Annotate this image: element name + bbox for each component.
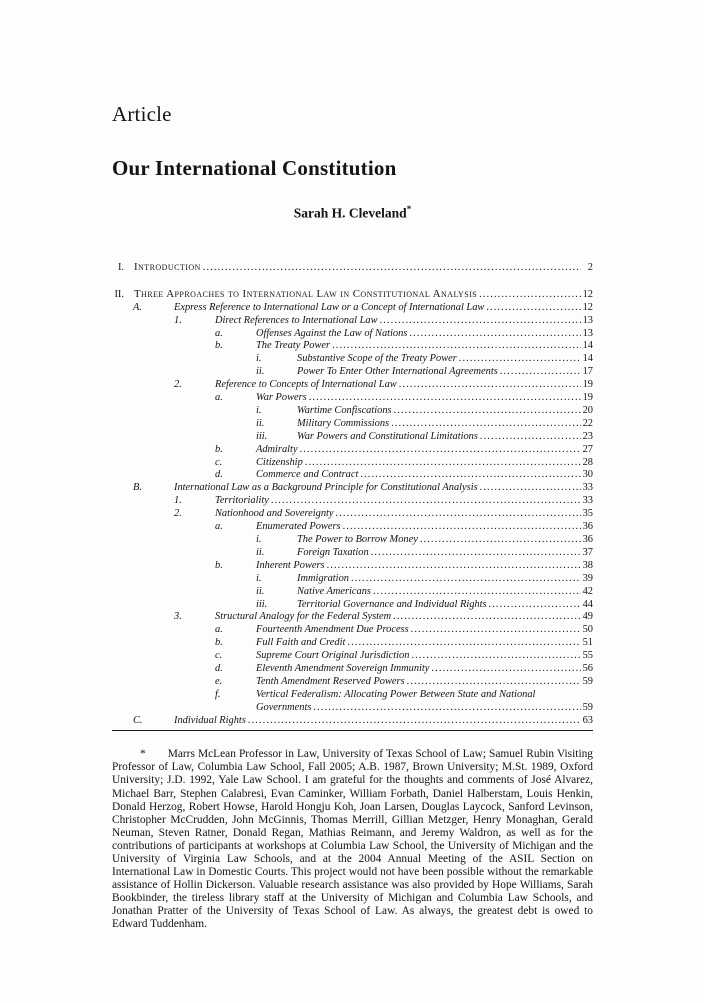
toc-leader-dots	[393, 611, 580, 624]
toc-entry	[112, 353, 593, 366]
toc-entry	[112, 405, 593, 418]
toc-leader-dots	[360, 469, 580, 482]
toc-page-number: 38	[582, 559, 593, 571]
toc-leader-dots	[351, 573, 581, 586]
toc-entry-title: Substantive Scope of the Treaty Power	[297, 353, 457, 365]
toc-entry-title: Full Faith and Credit	[256, 637, 346, 649]
toc-entry-title: The Power to Borrow Money	[297, 534, 418, 546]
toc-leader-dots	[271, 495, 581, 508]
toc-leader-dots	[300, 444, 581, 457]
toc-page-number: 22	[582, 417, 593, 429]
toc-page-number: 49	[582, 611, 593, 623]
toc-entry-title: The Treaty Power	[256, 340, 331, 352]
toc-entry	[112, 457, 593, 470]
toc-page-number: 14	[582, 353, 593, 365]
toc-entry-title: Express Reference to International Law or a Concept of International Law	[174, 301, 485, 313]
toc-entry	[112, 534, 593, 547]
author-footnote	[112, 748, 593, 931]
toc-page-number: 23	[582, 430, 593, 442]
footnote-marker: *	[140, 748, 146, 761]
toc-leader-dots	[411, 650, 580, 663]
toc-entry-label: ii.	[256, 546, 265, 558]
toc-entry	[112, 560, 593, 573]
toc-page-number: 39	[582, 572, 593, 584]
toc-entry-label: e.	[215, 675, 223, 687]
toc-entry-title: Direct References to International Law	[215, 314, 378, 326]
toc-entry-title: Three Approaches to International Law in Constitutional Analysis	[134, 287, 478, 300]
toc-leader-dots	[479, 289, 580, 302]
toc-entry-label: a.	[215, 327, 223, 339]
toc-entry-title: Eleventh Amendment Sovereign Immunity	[256, 663, 430, 675]
toc-entry	[112, 392, 593, 405]
toc-page-number: 28	[582, 456, 593, 468]
author-footnote-marker: *	[406, 204, 412, 214]
toc-entry-label: ii.	[256, 417, 265, 429]
author-byline	[112, 204, 593, 222]
toc-entry-label: iii.	[256, 430, 268, 442]
toc-entry-label: b.	[215, 559, 223, 571]
toc-entry-title: Territoriality	[215, 495, 269, 507]
toc-entry-title: Wartime Confiscations	[297, 404, 392, 416]
article-title: Our International Constitution	[112, 156, 397, 180]
toc-page-number: 50	[582, 624, 593, 636]
toc-entry-title: Commerce and Contract	[256, 469, 359, 481]
author-name: Sarah H. Cleveland	[293, 205, 407, 221]
toc-entry	[112, 288, 593, 302]
toc-page-number: 12	[582, 301, 593, 313]
toc-entry-title: Foreign Taxation	[297, 546, 369, 558]
toc-entry	[112, 495, 593, 508]
toc-entry-title: Native Americans	[297, 585, 371, 597]
toc-entry	[112, 715, 593, 728]
toc-entry-label: iii.	[256, 598, 268, 610]
toc-entry-title: Territorial Governance and Individual Rights	[297, 598, 487, 610]
toc-entry	[112, 328, 593, 341]
toc-entry-title: Structural Analogy for the Federal System	[215, 611, 392, 623]
toc-entry-label: ii.	[256, 585, 265, 597]
toc-entry-label: a.	[215, 392, 223, 404]
toc-entry-label: d.	[215, 469, 223, 481]
toc-page-number: 36	[582, 521, 593, 533]
table-of-contents	[112, 261, 593, 728]
toc-leader-dots	[399, 379, 581, 392]
toc-leader-dots	[420, 534, 581, 547]
toc-page-number: 35	[582, 508, 593, 520]
toc-leader-dots	[489, 599, 581, 612]
toc-entry-title: Fourteenth Amendment Due Process	[256, 624, 409, 636]
toc-entry-title: Reference to Concepts of International Law	[215, 379, 397, 391]
toc-page-number: 30	[582, 469, 593, 481]
toc-entry	[112, 689, 593, 702]
toc-leader-dots	[327, 560, 581, 573]
toc-entry	[112, 444, 593, 457]
toc-entry-title: Tenth Amendment Reserved Powers	[256, 675, 405, 687]
toc-entry	[112, 547, 593, 560]
toc-entry-label: b.	[215, 637, 223, 649]
toc-leader-dots	[394, 405, 581, 418]
toc-entry-title: War Powers	[256, 392, 307, 404]
toc-page-number: 14	[582, 340, 593, 352]
toc-page-number: 19	[582, 379, 593, 391]
toc-entry	[112, 261, 593, 275]
toc-entry	[112, 431, 593, 444]
toc-leader-dots	[407, 676, 581, 689]
toc-entry-title: Power To Enter Other International Agreements	[297, 366, 498, 378]
toc-page-number: 13	[582, 314, 593, 326]
toc-entry-title: Offenses Against the Law of Nations	[256, 327, 408, 339]
toc-entry-label: A.	[133, 301, 142, 313]
toc-leader-dots	[459, 353, 581, 366]
toc-page-number: 13	[582, 327, 593, 339]
toc-page-number: 37	[582, 546, 593, 558]
toc-page-number: 27	[582, 443, 593, 455]
toc-leader-dots	[313, 702, 580, 715]
toc-entry	[112, 624, 593, 637]
toc-leader-dots	[500, 366, 581, 379]
toc-page-number: 20	[582, 404, 593, 416]
toc-entry-label: II.	[114, 288, 124, 300]
toc-leader-dots	[380, 315, 581, 328]
toc-entry-label: I.	[117, 262, 124, 273]
toc-page-number: 42	[582, 585, 593, 597]
toc-entry	[112, 650, 593, 663]
toc-leader-dots	[203, 262, 581, 275]
toc-entry-title: Nationhood and Sovereignty	[215, 508, 334, 520]
toc-entry-label: 2.	[174, 508, 182, 520]
toc-leader-dots	[248, 715, 581, 728]
toc-page-number: 2	[587, 262, 593, 273]
toc-entry	[112, 379, 593, 392]
toc-entry-label: ii.	[256, 366, 265, 378]
toc-page-number: 12	[582, 288, 593, 300]
toc-entry-label: b.	[215, 340, 223, 352]
toc-page-number: 17	[582, 366, 593, 378]
toc-page-number: 51	[582, 637, 593, 649]
toc-entry	[112, 586, 593, 599]
footnote-text: Marrs McLean Professor in Law, University of Texas School of Law; Samuel Rubin Visiting Professor of Law, Columbia Law School, Fall 2005; A.B. 1987, Brown University; M.St. 1989, Oxford University; J.D. 1992, Yale Law School. I am grateful for the thoughts and comments of José Alvarez, Michael Barr, Stephen Calabresi, Evan Caminker, William Forbath, Daniel Halberstam, Louis Henkin, Donald Herzog, Robert Howse, Harold Hongju Koh, Joan Larsen, Douglas Laycock, Sanford Levinson, Christopher McCrudden, John McGinnis, Thomas Merrill, Gillian Metzger, Henry Monaghan, Gerald Neuman, Steven Ratner, Donald Regan, Mathias Reimann, and Jeremy Waldron, as well as for the contributions of participants at workshops at Columbia Law School, the University of Michigan and the University of Virginia Law Schools, and at the 2004 Annual Meeting of the ASIL Section on International Law in Domestic Courts. This project would not have been possible without the remarkable assistance of Hollin Dickerson. Valuable research assistance was also provided by Hope Williams, Sarah Bookbinder, the tireless library staff at the University of Michigan and Columbia Law Schools, and Jonathan Pratter of the University of Texas School of Law. As always, the greatest debt is owed to Edward Tuddenham.	[112, 748, 593, 930]
toc-leader-dots	[391, 418, 581, 431]
toc-entry-label: B.	[133, 482, 142, 494]
toc-entry-title: Military Commissions	[297, 417, 390, 429]
article-kicker: Article	[112, 102, 172, 126]
toc-entry-title: Admiralty	[256, 443, 298, 455]
toc-page-number: 56	[582, 663, 593, 675]
toc-entry	[112, 366, 593, 379]
toc-entry-title: Immigration	[297, 572, 349, 584]
toc-leader-dots	[309, 392, 581, 405]
toc-entry-continuation	[112, 702, 593, 715]
toc-entry	[112, 521, 593, 534]
toc-entry-label: C.	[133, 714, 143, 726]
toc-entry	[112, 482, 593, 495]
toc-entry	[112, 637, 593, 650]
toc-entry	[112, 418, 593, 431]
toc-leader-dots	[409, 328, 580, 341]
toc-entry-title: Individual Rights	[174, 714, 246, 726]
toc-entry-label: i.	[256, 353, 262, 365]
toc-leader-dots	[373, 586, 581, 599]
toc-entry	[112, 340, 593, 353]
toc-page-number: 33	[582, 482, 593, 494]
toc-entry	[112, 573, 593, 586]
toc-entry	[112, 315, 593, 328]
footnote-separator-rule	[112, 730, 593, 731]
toc-leader-dots	[347, 637, 580, 650]
toc-entry	[112, 611, 593, 624]
toc-leader-dots	[431, 663, 580, 676]
toc-entry-label: i.	[256, 572, 262, 584]
toc-entry	[112, 469, 593, 482]
toc-entry	[112, 663, 593, 676]
toc-page-number: 33	[582, 495, 593, 507]
toc-page-number: 59	[582, 675, 593, 687]
toc-leader-dots	[343, 521, 581, 534]
toc-entry-label: d.	[215, 663, 223, 675]
toc-entry-label: 1.	[174, 314, 182, 326]
toc-page-number: 19	[582, 392, 593, 404]
toc-leader-dots	[305, 457, 581, 470]
toc-entry-label: i.	[256, 534, 262, 546]
toc-leader-dots	[411, 624, 581, 637]
toc-leader-dots	[480, 431, 581, 444]
toc-page-number: 55	[582, 650, 593, 662]
toc-entry-title: Inherent Powers	[256, 559, 325, 571]
toc-leader-dots	[486, 302, 580, 315]
toc-entry-title: Supreme Court Original Jurisdiction	[256, 650, 410, 662]
toc-entry-title: Citizenship	[256, 456, 303, 468]
toc-leader-dots	[480, 482, 581, 495]
toc-entry-title: Vertical Federalism: Allocating Power Between State and National	[256, 688, 536, 700]
toc-page-number: 36	[582, 534, 593, 546]
toc-entry	[112, 508, 593, 521]
toc-entry-label: c.	[215, 650, 223, 662]
toc-entry-label: 1.	[174, 495, 182, 507]
toc-entry-label: b.	[215, 443, 223, 455]
toc-page-number: 59	[582, 701, 593, 713]
toc-entry-label: a.	[215, 521, 223, 533]
toc-entry-title: Governments	[256, 701, 312, 713]
toc-entry	[112, 599, 593, 612]
toc-entry	[112, 676, 593, 689]
toc-page-number: 44	[582, 598, 593, 610]
toc-entry-label: f.	[215, 688, 221, 700]
toc-entry-title: International Law as a Background Principle for Constitutional Analysis	[174, 482, 478, 494]
toc-entry	[112, 302, 593, 315]
toc-entry-label: 2.	[174, 379, 182, 391]
toc-leader-dots	[336, 508, 581, 521]
toc-entry-label: i.	[256, 404, 262, 416]
toc-entry-title: War Powers and Constitutional Limitations	[297, 430, 478, 442]
toc-entry-label: c.	[215, 456, 223, 468]
toc-leader-dots	[332, 340, 581, 353]
toc-entry-title: Introduction	[134, 261, 201, 273]
toc-entry-label: 3.	[174, 611, 182, 623]
toc-page-number: 63	[582, 714, 593, 726]
toc-leader-dots	[371, 547, 581, 560]
toc-entry-label: a.	[215, 624, 223, 636]
toc-entry-title: Enumerated Powers	[256, 521, 341, 533]
